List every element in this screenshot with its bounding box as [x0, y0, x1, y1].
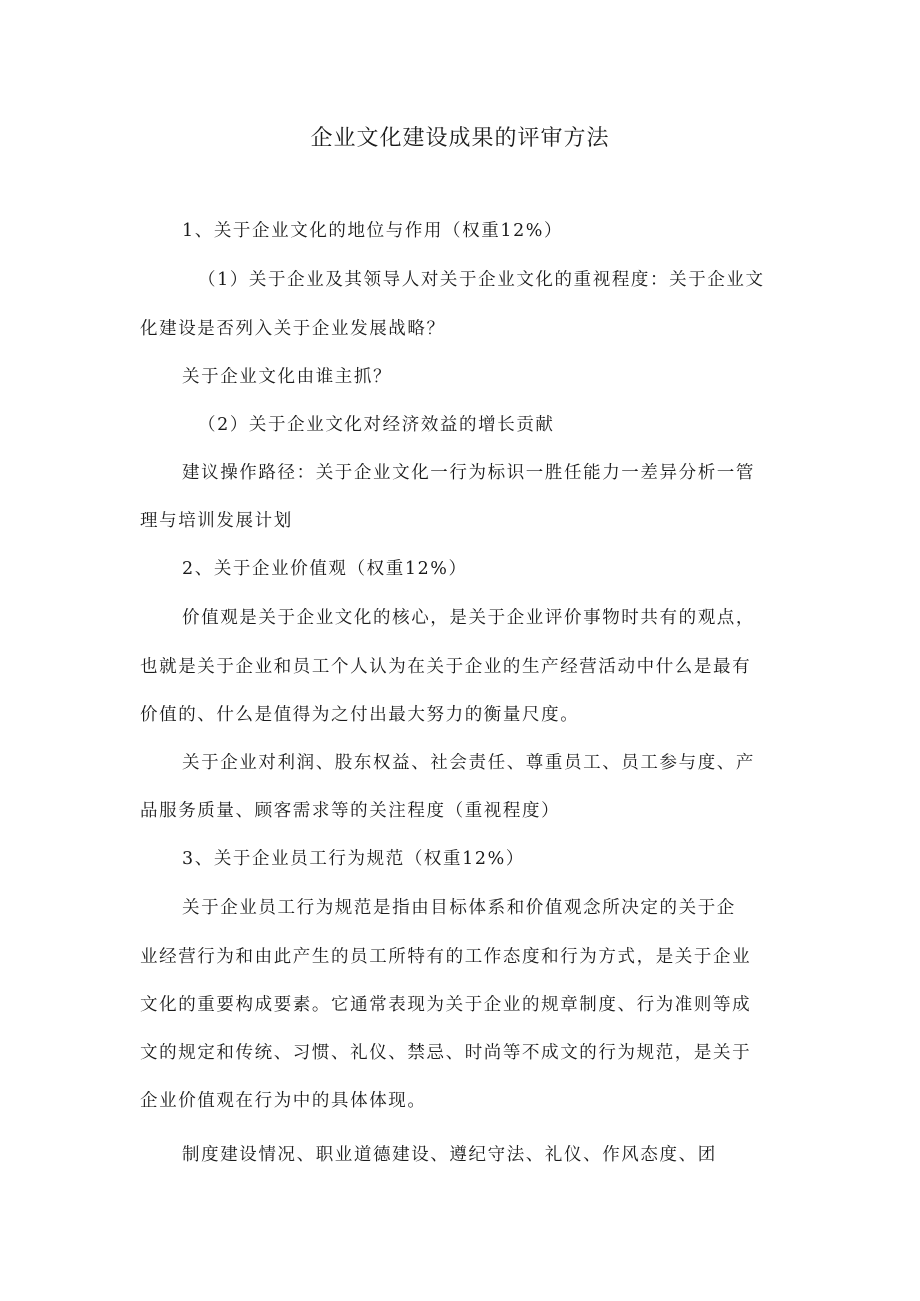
paragraph-line: 化建设是否列入关于企业发展战略？ [140, 319, 446, 339]
document-title: 企业文化建设成果的评审方法 [310, 126, 610, 151]
paragraph-line: 制度建设情况、职业道德建设、遵纪守法、礼仪、作风态度、团 [182, 1145, 717, 1165]
heading-section-3: 3、关于企业员工行为规范（权重12%） [182, 849, 525, 869]
paragraph-line: 品服务质量、顾客需求等的关注程度（重视程度） [140, 801, 561, 821]
paragraph-line: 也就是关于企业和员工个人认为在关于企业的生产经营活动中什么是最有 [140, 657, 752, 677]
paragraph-line: 关于企业对利润、股东权益、社会责任、尊重员工、员工参与度、产 [182, 753, 755, 773]
paragraph-line: 文化的重要构成要素。它通常表现为关于企业的规章制度、行为准则等成 [140, 995, 752, 1015]
paragraph-line: （1）关于企业及其领导人对关于企业文化的重视程度：关于企业文 [198, 270, 765, 290]
paragraph-line: 建议操作路径：关于企业文化一行为标识一胜任能力一差异分析一管 [182, 463, 755, 483]
paragraph-line: 业经营行为和由此产生的员工所特有的工作态度和行为方式，是关于企业 [140, 947, 752, 967]
paragraph-line: 企业价值观在行为中的具体体现。 [140, 1091, 427, 1111]
paragraph-line: 价值的、什么是值得为之付出最大努力的衡量尺度。 [140, 705, 580, 725]
paragraph-line: 关于企业文化由谁主抓？ [182, 367, 393, 387]
paragraph-line: （2）关于企业文化对经济效益的增长贡献 [198, 415, 555, 435]
heading-section-2: 2、关于企业价值观（权重12%） [182, 559, 468, 579]
paragraph-line: 理与培训发展计划 [140, 511, 293, 531]
paragraph-line: 文的规定和传统、习惯、礼仪、禁忌、时尚等不成文的行为规范，是关于 [140, 1043, 752, 1063]
paragraph-line: 关于企业员工行为规范是指由目标体系和价值观念所决定的关于企 [182, 898, 736, 918]
paragraph-line: 价值观是关于企业文化的核心，是关于企业评价事物时共有的观点， [182, 608, 755, 628]
heading-section-1: 1、关于企业文化的地位与作用（权重12%） [182, 221, 564, 241]
